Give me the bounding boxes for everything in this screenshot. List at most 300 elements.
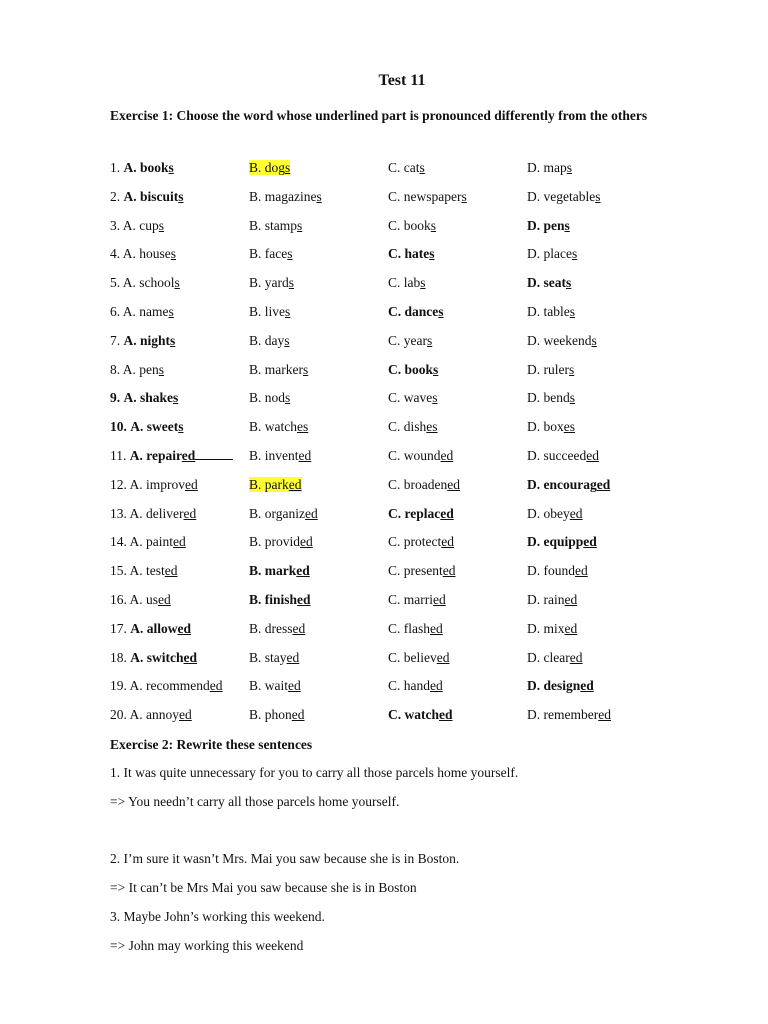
- underlined-ending: ed: [564, 592, 578, 607]
- underlined-ending: s: [297, 217, 303, 233]
- option-letter: B.: [249, 217, 262, 233]
- word-stem: broaden: [403, 476, 448, 492]
- option-a: [110, 330, 175, 352]
- word-stem: mark: [264, 563, 297, 579]
- option-d: [527, 503, 583, 525]
- option-d: [527, 531, 597, 553]
- option-c: [388, 387, 438, 409]
- option-word: [527, 275, 571, 290]
- option-letter: A.: [129, 448, 143, 463]
- word-stem: remember: [543, 707, 599, 723]
- option-letter: D.: [527, 678, 541, 694]
- option-word: [249, 506, 318, 521]
- option-letter: A.: [129, 678, 143, 694]
- word-stem: house: [139, 246, 171, 262]
- option-word: [249, 621, 305, 636]
- word-stem: finish: [264, 592, 298, 607]
- option-a: [110, 445, 233, 467]
- option-letter: B.: [249, 592, 262, 607]
- word-stem: marker: [264, 361, 303, 377]
- option-b: [249, 243, 293, 265]
- word-stem: switch: [146, 649, 184, 665]
- option-d: [527, 301, 575, 323]
- option-word: [527, 304, 575, 319]
- option-a: [110, 675, 223, 697]
- word-stem: obey: [543, 505, 570, 521]
- rewrite-sentence: 1. It was quite unnecessary for you to carry all those parcels home yourself.: [110, 765, 519, 780]
- option-d: [527, 157, 572, 179]
- underlined-ending: s: [285, 390, 291, 406]
- option-word: [388, 592, 446, 607]
- word-stem: phon: [264, 707, 292, 723]
- option-d: [527, 416, 575, 438]
- option-word: [130, 419, 183, 434]
- underlined-ending: s: [419, 160, 425, 175]
- option-c: [388, 503, 454, 525]
- word-stem: protect: [403, 534, 442, 550]
- option-a: [110, 647, 197, 669]
- option-c: [388, 215, 436, 237]
- option-word: [249, 448, 311, 463]
- underlined-ending: es: [297, 419, 309, 435]
- question-number: 12.: [110, 476, 127, 492]
- option-c: [388, 416, 438, 438]
- question-number: 19.: [110, 678, 127, 694]
- option-word: [249, 592, 311, 607]
- option-letter: B.: [249, 620, 262, 636]
- word-stem: provid: [264, 534, 301, 550]
- option-word: [130, 534, 186, 549]
- option-word: [388, 621, 443, 636]
- option-letter: D.: [527, 390, 541, 406]
- option-letter: C.: [388, 304, 402, 319]
- option-letter: A.: [123, 332, 137, 348]
- option-a: [110, 186, 184, 208]
- word-stem: park: [264, 476, 289, 492]
- word-stem: equipp: [543, 534, 584, 550]
- option-word: [249, 333, 290, 348]
- underlined-ending: ed: [586, 448, 599, 463]
- option-letter: D.: [527, 275, 541, 291]
- option-b: [249, 186, 322, 208]
- option-word: [130, 650, 197, 665]
- option-word: [388, 304, 444, 319]
- underlined-ending: ed: [286, 649, 300, 665]
- option-word: [388, 506, 454, 521]
- option-word: [249, 477, 302, 492]
- word-stem: sweet: [146, 419, 179, 435]
- word-stem: annoy: [146, 707, 180, 723]
- word-stem: wait: [264, 678, 289, 694]
- option-c: [388, 589, 446, 611]
- option-letter: A.: [122, 361, 136, 377]
- option-letter: D.: [527, 476, 541, 492]
- option-word: [123, 362, 164, 377]
- underlined-ending: ed: [181, 448, 196, 463]
- underlined-ending: s: [429, 246, 435, 262]
- option-letter: B.: [249, 332, 262, 348]
- option-word: [249, 362, 308, 377]
- option-d: [527, 704, 611, 726]
- question-number: 3.: [110, 217, 121, 233]
- underlined-ending: ed: [447, 476, 460, 492]
- question-number: 17.: [110, 620, 127, 636]
- underlined-ending: s: [170, 332, 176, 348]
- option-d: [527, 215, 570, 237]
- option-word: [249, 707, 305, 722]
- option-word: [527, 189, 601, 204]
- question-number: 10.: [110, 419, 127, 435]
- option-d: [527, 560, 588, 582]
- option-d: [527, 589, 577, 611]
- option-word: [388, 707, 453, 722]
- word-stem: table: [543, 304, 570, 319]
- option-a: [110, 272, 180, 294]
- option-word: [527, 160, 572, 175]
- underlined-ending: s: [432, 390, 438, 406]
- option-letter: D.: [527, 620, 541, 636]
- word-stem: shake: [140, 390, 174, 406]
- underlined-ending: s: [158, 217, 165, 233]
- question-number: 20.: [110, 707, 127, 723]
- word-stem: deliver: [146, 505, 184, 521]
- option-b: [249, 387, 290, 409]
- option-a: [110, 215, 164, 237]
- underlined-ending: s: [566, 160, 573, 175]
- option-letter: C.: [388, 707, 402, 723]
- word-stem: believ: [403, 649, 437, 665]
- option-letter: D.: [527, 505, 541, 521]
- option-word: [388, 160, 425, 175]
- word-stem: test: [146, 563, 165, 579]
- option-letter: D.: [527, 246, 541, 262]
- option-letter: C.: [388, 448, 401, 463]
- option-d: [527, 647, 582, 669]
- option-word: [130, 678, 223, 693]
- option-b: [249, 618, 305, 640]
- word-stem: paint: [146, 534, 174, 550]
- underlined-ending: ed: [430, 678, 443, 694]
- question-number: 9.: [110, 390, 121, 406]
- underlined-ending: s: [288, 275, 295, 291]
- option-letter: C.: [388, 332, 401, 348]
- option-word: [527, 506, 583, 521]
- word-stem: day: [264, 332, 285, 348]
- option-a: [110, 243, 176, 265]
- option-d: [527, 330, 597, 352]
- word-stem: improv: [146, 476, 186, 492]
- underlined-ending: s: [430, 217, 437, 233]
- underlined-ending: es: [426, 419, 438, 435]
- word-stem: vegetable: [543, 188, 596, 204]
- word-stem: book: [140, 160, 169, 175]
- option-letter: D.: [527, 534, 541, 550]
- option-b: [249, 330, 290, 352]
- underlined-ending: ed: [183, 649, 197, 665]
- word-stem: name: [139, 304, 169, 319]
- word-stem: allow: [146, 620, 178, 636]
- word-stem: dish: [403, 419, 427, 435]
- word-stem: seat: [543, 275, 566, 291]
- question-number: 15.: [110, 563, 127, 579]
- option-word: [130, 592, 171, 607]
- underlined-ending: s: [433, 361, 439, 377]
- option-word: [527, 592, 577, 607]
- option-d: [527, 359, 574, 381]
- option-letter: C.: [388, 505, 402, 521]
- option-letter: D.: [527, 160, 541, 175]
- word-stem: stamp: [264, 217, 298, 233]
- underlined-ending: s: [158, 361, 165, 377]
- option-letter: A.: [129, 505, 143, 521]
- word-stem: encourag: [543, 476, 597, 492]
- underlined-ending: s: [571, 246, 578, 262]
- page-title: Test 11: [378, 72, 426, 89]
- option-c: [388, 157, 425, 179]
- option-c: [388, 618, 443, 640]
- underlined-ending: s: [569, 390, 576, 406]
- option-c: [388, 531, 454, 553]
- option-word: [388, 390, 438, 405]
- option-a: [110, 157, 174, 179]
- word-stem: found: [543, 563, 575, 579]
- underlined-ending: s: [591, 332, 597, 348]
- option-letter: D.: [527, 332, 541, 348]
- question-number: 4.: [110, 246, 121, 262]
- option-a: [110, 416, 184, 438]
- underlined-ending: s: [168, 160, 174, 175]
- option-letter: A.: [130, 419, 144, 435]
- option-word: [388, 448, 453, 463]
- word-stem: pen: [543, 217, 565, 233]
- question-number: 14.: [110, 534, 127, 550]
- option-c: [388, 186, 467, 208]
- option-c: [388, 359, 438, 381]
- option-word: [124, 160, 174, 175]
- option-d: [527, 618, 577, 640]
- underlined-ending: ed: [583, 534, 597, 550]
- option-letter: C.: [388, 678, 401, 694]
- option-c: [388, 301, 444, 323]
- option-letter: C.: [388, 620, 401, 636]
- word-stem: hate: [404, 246, 430, 262]
- underlined-ending: s: [284, 332, 290, 348]
- underlined-ending: ed: [580, 678, 594, 694]
- underlined-ending: ed: [442, 563, 456, 579]
- option-b: [249, 560, 310, 582]
- underlined-ending: es: [563, 419, 575, 435]
- option-word: [130, 477, 198, 492]
- option-word: [527, 707, 611, 722]
- question-number: 13.: [110, 505, 127, 521]
- word-stem: bend: [543, 390, 570, 406]
- option-word: [249, 534, 313, 549]
- word-stem: present: [403, 563, 443, 579]
- question-number: 16.: [110, 592, 127, 607]
- option-word: [249, 189, 322, 204]
- word-stem: invent: [264, 448, 299, 463]
- option-word: [249, 419, 308, 434]
- option-word: [130, 563, 178, 578]
- option-letter: B.: [249, 390, 262, 406]
- option-word: [527, 419, 575, 434]
- option-word: [249, 390, 290, 405]
- option-b: [249, 272, 294, 294]
- word-stem: watch: [264, 419, 297, 435]
- word-stem: watch: [404, 707, 439, 723]
- option-letter: C.: [388, 592, 401, 607]
- option-word: [388, 189, 467, 204]
- option-word: [388, 218, 436, 233]
- word-stem: box: [543, 419, 564, 435]
- underlined-ending: ed: [288, 678, 301, 694]
- option-letter: C.: [388, 217, 401, 233]
- option-a: [110, 301, 174, 323]
- option-letter: B.: [249, 304, 262, 319]
- underlined-ending: ed: [569, 505, 583, 521]
- question-number: 2.: [110, 188, 121, 204]
- option-word: [123, 218, 164, 233]
- option-c: [388, 243, 435, 265]
- option-word: [388, 563, 456, 578]
- option-word: [388, 534, 454, 549]
- option-letter: B.: [249, 361, 262, 377]
- option-letter: B.: [249, 160, 262, 175]
- underlined-ending: s: [427, 332, 433, 348]
- option-word: [249, 246, 293, 261]
- option-letter: A.: [130, 649, 144, 665]
- option-d: [527, 474, 610, 496]
- word-stem: face: [264, 246, 288, 262]
- option-letter: C.: [388, 160, 401, 175]
- underlined-ending: s: [174, 275, 180, 291]
- option-word: [527, 678, 594, 693]
- underlined-ending: ed: [291, 707, 305, 723]
- underlined-ending: s: [564, 217, 570, 233]
- option-word: [527, 218, 570, 233]
- option-b: [249, 675, 301, 697]
- underlined-ending: ed: [569, 649, 583, 665]
- word-stem: place: [543, 246, 572, 262]
- word-stem: biscuit: [140, 188, 179, 204]
- option-b: [249, 301, 290, 323]
- option-letter: B.: [249, 246, 262, 262]
- option-letter: A.: [123, 390, 137, 406]
- word-stem: magazine: [264, 188, 317, 204]
- underlined-ending: s: [569, 304, 576, 319]
- word-stem: live: [264, 304, 286, 319]
- option-letter: A.: [123, 160, 137, 175]
- option-d: [527, 445, 599, 467]
- option-b: [249, 416, 308, 438]
- underlined-ending: ed: [298, 448, 312, 463]
- option-letter: A.: [129, 592, 143, 607]
- rewrite-sentence: 3. Maybe John’s working this weekend.: [110, 909, 325, 924]
- option-word: [130, 621, 191, 636]
- option-c: [388, 272, 426, 294]
- word-stem: us: [146, 592, 159, 607]
- word-stem: clear: [543, 649, 570, 665]
- rewrite-answer: => It can’t be Mrs Mai you saw because she is in Boston: [110, 880, 417, 896]
- option-word: [527, 246, 577, 261]
- option-letter: C.: [388, 275, 401, 291]
- option-letter: A.: [129, 563, 143, 579]
- option-c: [388, 560, 456, 582]
- word-stem: succeed: [543, 448, 587, 463]
- option-letter: B.: [249, 534, 262, 550]
- word-stem: pen: [139, 361, 159, 377]
- word-stem: dress: [264, 620, 293, 636]
- word-stem: hand: [403, 678, 431, 694]
- underlined-ending: ed: [173, 534, 186, 550]
- exercise-2-heading: Exercise 2: Rewrite these sentences: [110, 737, 313, 752]
- underlined-ending: ed: [436, 649, 450, 665]
- option-word: [130, 707, 192, 722]
- option-letter: A.: [129, 534, 143, 550]
- word-stem: cat: [403, 160, 420, 175]
- underlined-ending: ed: [564, 620, 578, 636]
- underlined-ending: s: [170, 246, 177, 262]
- option-letter: A.: [122, 246, 136, 262]
- word-stem: rain: [543, 592, 565, 607]
- option-letter: D.: [527, 361, 541, 377]
- option-letter: A.: [122, 275, 136, 291]
- question-number: 7.: [110, 332, 121, 348]
- option-letter: A.: [122, 217, 136, 233]
- underlined-ending: s: [285, 304, 291, 319]
- option-a: [110, 387, 178, 409]
- option-word: [388, 246, 435, 261]
- word-stem: flash: [403, 620, 431, 636]
- rewrite-answer: => John may working this weekend: [110, 937, 304, 953]
- underlined-ending: s: [173, 390, 179, 406]
- underlined-ending: ed: [179, 707, 192, 723]
- option-d: [527, 387, 575, 409]
- option-word: [249, 650, 299, 665]
- option-word: [130, 448, 196, 463]
- option-word: [130, 506, 197, 521]
- option-letter: C.: [388, 649, 401, 665]
- underlined-ending: s: [285, 160, 291, 175]
- underlined-ending: ed: [288, 476, 302, 492]
- underlined-ending: ed: [300, 534, 313, 550]
- option-word: [527, 362, 574, 377]
- word-stem: stay: [264, 649, 287, 665]
- underlined-ending: ed: [296, 563, 310, 579]
- option-word: [123, 275, 180, 290]
- option-b: [249, 589, 311, 611]
- underlined-ending: ed: [440, 448, 454, 463]
- option-letter: D.: [527, 592, 541, 607]
- word-stem: wound: [403, 448, 441, 463]
- option-letter: D.: [527, 188, 541, 204]
- option-c: [388, 704, 453, 726]
- option-word: [124, 333, 176, 348]
- option-c: [388, 647, 450, 669]
- option-a: [110, 503, 196, 525]
- word-stem: book: [403, 217, 431, 233]
- word-stem: mix: [543, 620, 565, 636]
- option-word: [527, 621, 577, 636]
- word-stem: ruler: [543, 361, 569, 377]
- option-letter: B.: [249, 563, 262, 579]
- option-b: [249, 215, 302, 237]
- underlined-ending: ed: [177, 620, 192, 636]
- option-d: [527, 243, 577, 265]
- underlined-ending: ed: [209, 678, 223, 694]
- word-stem: recommend: [146, 678, 210, 694]
- word-stem: dance: [404, 304, 439, 319]
